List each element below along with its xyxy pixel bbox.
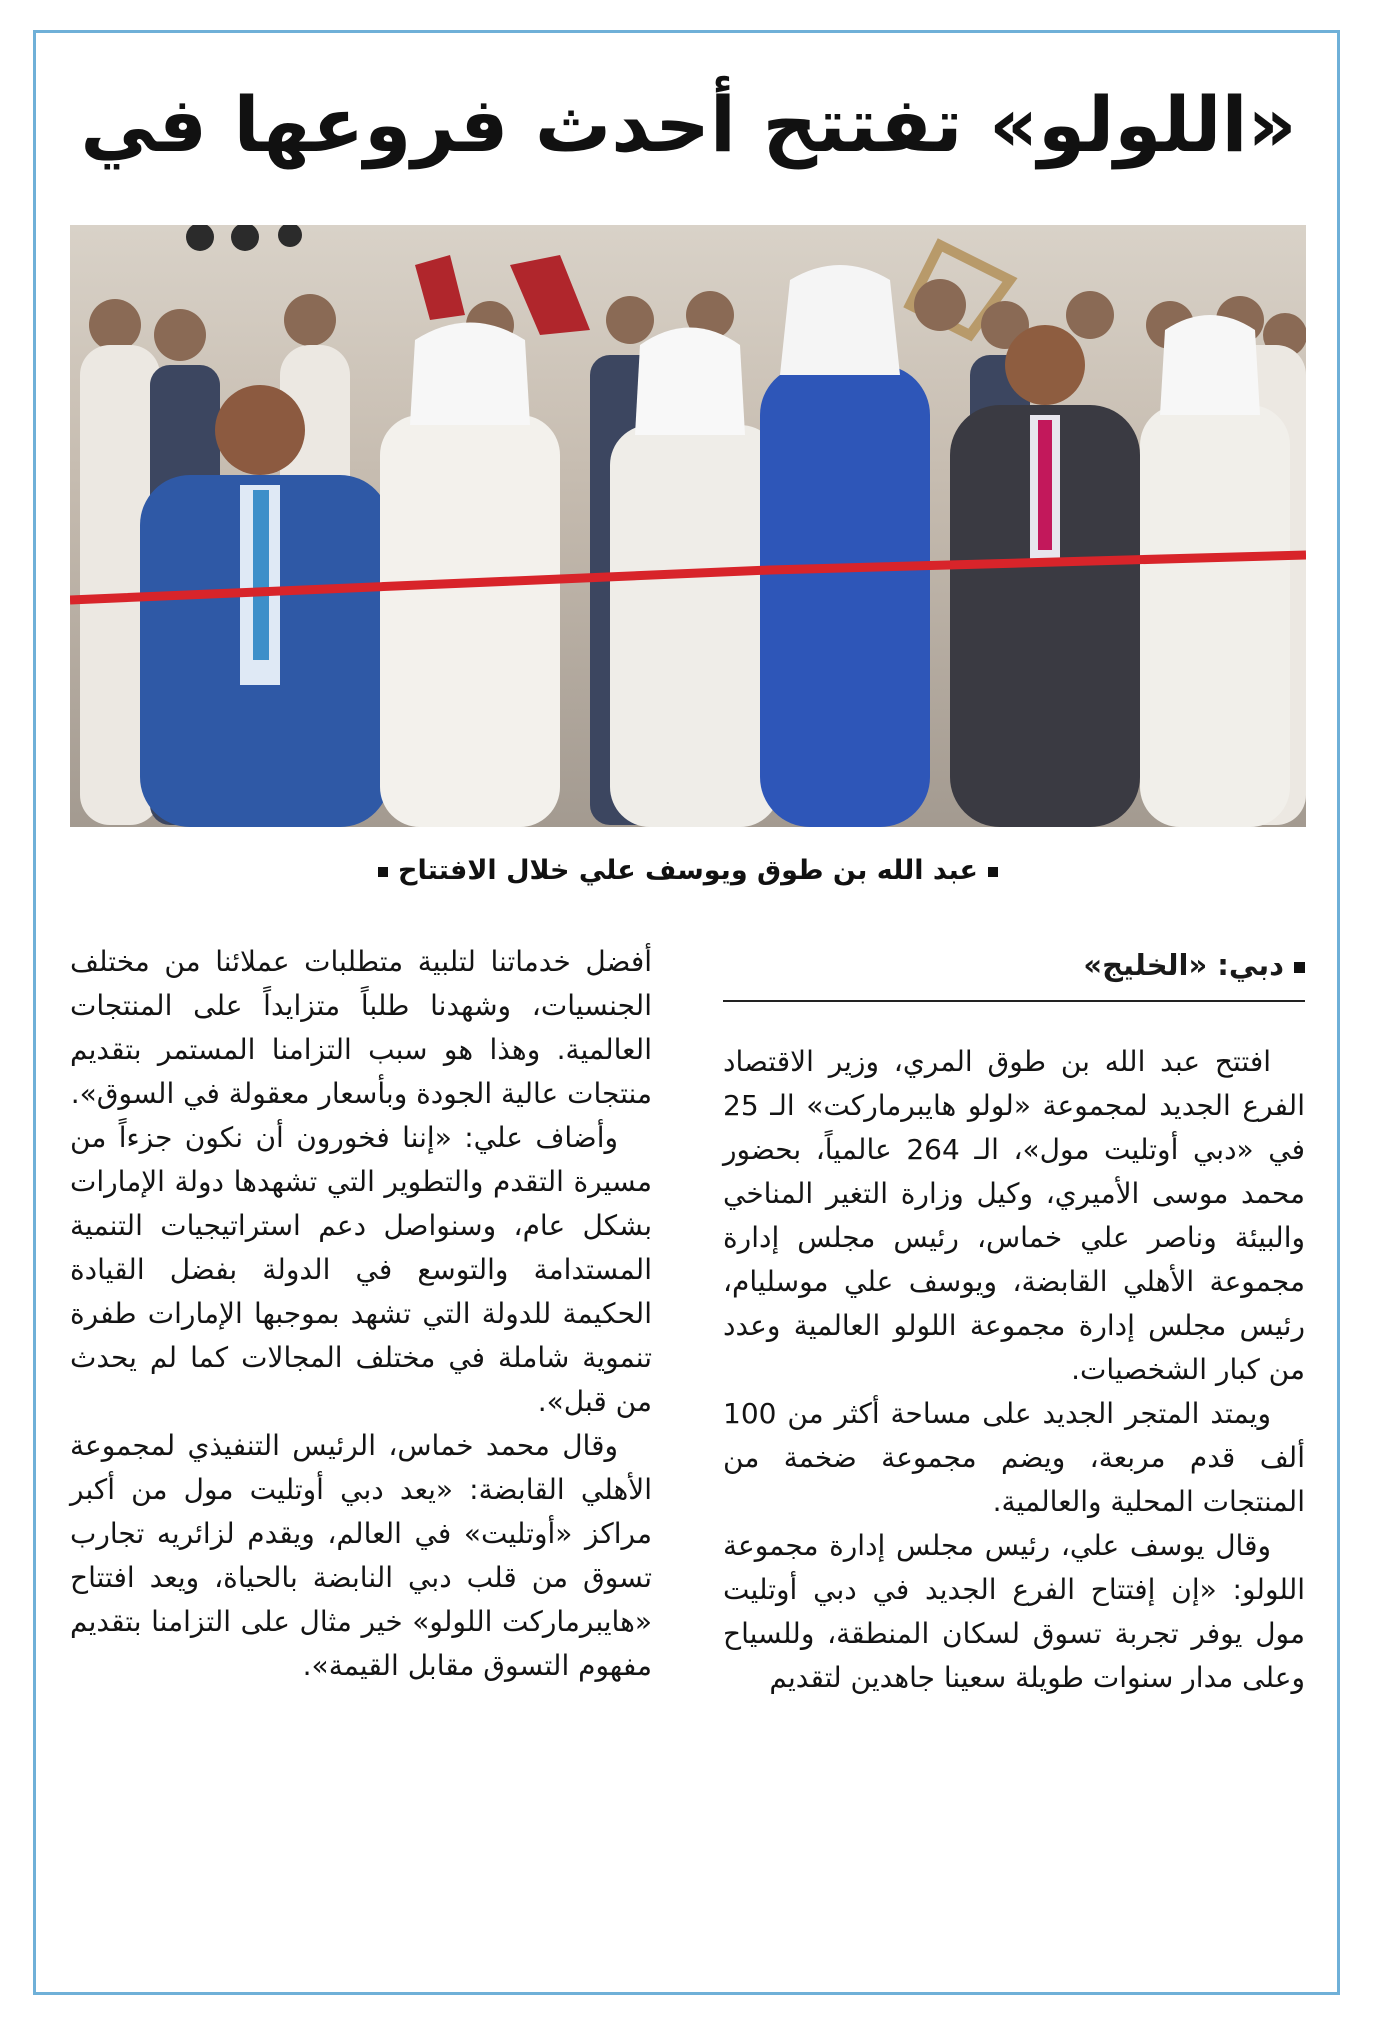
bullet-square-icon <box>988 867 998 877</box>
paragraph: أفضل خدماتنا لتلبية متطلبات عملائنا من مختلف الجنسيات، وشهدنا طلباً متزايداً على المنتجات العالمية. وهذا هو سبب التزامنا المستمر بتقديم منتجات عالية الجودة وبأسعار معقولة في السوق». <box>70 945 652 1110</box>
paragraph: وأضاف علي: «إننا فخورون أن نكون جزءاً من مسيرة التقدم والتطوير التي تشهدها دولة الإمارات بشكل عام، وسنواصل دعم استراتيجيات التنمية المستدامة والتوسع في الدولة بفضل القيادة الحكيمة للدولة التي تشهد بموجبها الإمارات طفرة تنموية شاملة في مختلف المجالات كما لم يحدث من قبل». <box>70 1121 652 1418</box>
bullet-square-icon <box>378 867 388 877</box>
byline-text: دبي: «الخليج» <box>1083 948 1284 982</box>
article-column-left <box>70 940 652 1688</box>
byline-divider <box>723 1000 1305 1002</box>
paragraph: ويمتد المتجر الجديد على مساحة أكثر من 100 ألف قدم مربعة، ويضم مجموعة ضخمة من المنتجات المحلية والعالمية. <box>723 1397 1305 1518</box>
article-column-right <box>723 1040 1305 1700</box>
photo-caption <box>70 855 1306 886</box>
byline <box>723 943 1305 987</box>
paragraph: وقال محمد خماس، الرئيس التنفيذي لمجموعة الأهلي القابضة: «يعد دبي أوتليت مول من أكبر مراكز «أوتليت» في العالم، ويقدم لزائريه تجارب تسوق من قلب دبي النابضة بالحياة، ويعد افتتاح «هايبرماركت اللولو» خير مثال على التزامنا بتقديم مفهوم التسوق مقابل القيمة». <box>70 1429 652 1682</box>
paragraph: افتتح عبد الله بن طوق المري، وزير الاقتصاد الفرع الجديد لمجموعة «لولو هايبرماركت» الـ 25 في «دبي أوتليت مول»، الـ 264 عالمياً، بحضور محمد موسى الأميري، وكيل وزارة التغير المناخي والبيئة وناصر علي خماس، رئيس مجلس إدارة مجموعة الأهلي القابضة، ويوسف علي موسليام، رئيس مجلس إدارة مجموعة اللولو العالمية وعدد من كبار الشخصيات. <box>723 1045 1305 1386</box>
ribbon-cutting-photo <box>70 225 1306 827</box>
paragraph: وقال يوسف علي، رئيس مجلس إدارة مجموعة اللولو: «إن إفتتاح الفرع الجديد في دبي أوتليت مول يوفر تجربة تسوق لسكان المنطقة، وللسياح وعلى مدار سنوات طويلة سعينا جاهدين لتقديم <box>723 1529 1305 1694</box>
headline: «اللولو» تفتتح أحدث فروعها في <box>80 80 1297 169</box>
caption-text: عبد الله بن طوق ويوسف علي خلال الافتتاح <box>398 855 978 886</box>
bullet-square-icon <box>1294 962 1305 973</box>
